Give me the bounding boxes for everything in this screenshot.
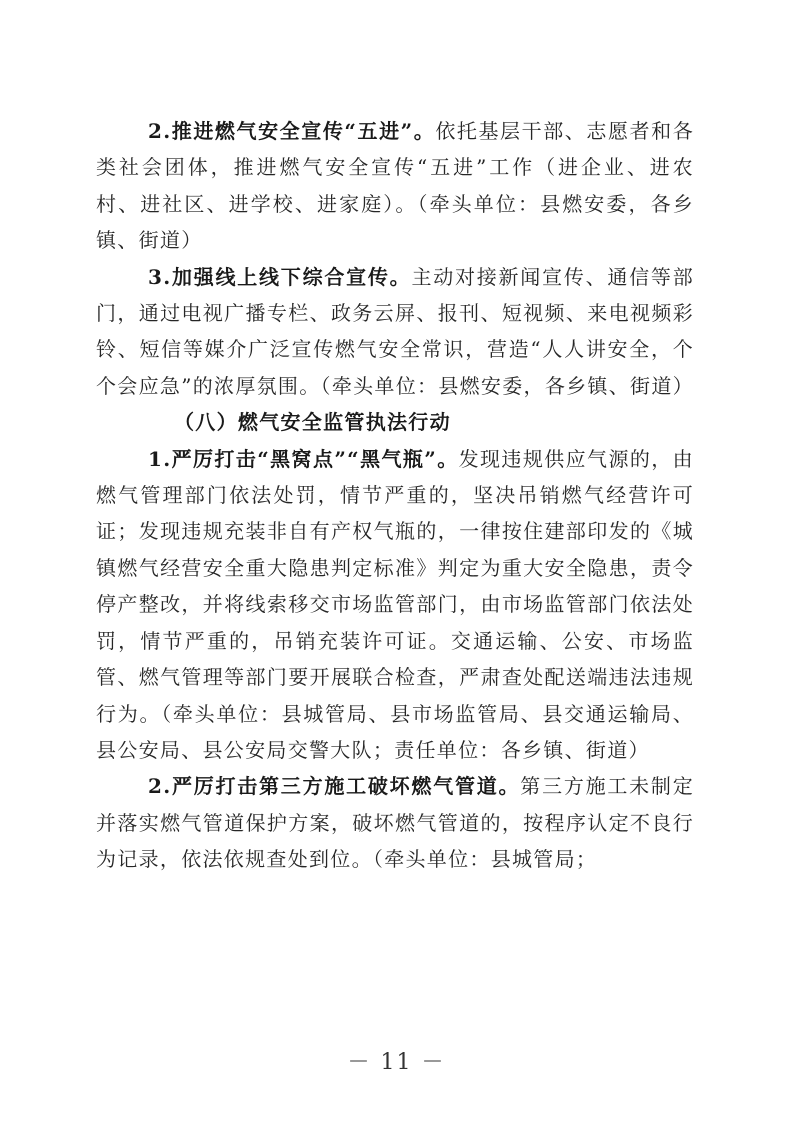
paragraph-lead: 3.加强线上线下综合宣传。 [148,264,412,289]
paragraph-text: 发现违规供应气源的，由燃气管理部门依法处罚，情节严重的，坚决吊销燃气经营许可证；发现违规充装非自有产权气瓶的，一律按住建部印发的《城镇燃气经营安全重大隐患判定标准》判定为重大安全隐患，责令停产整改，并将线索移交市场监管部门，由市场监管部门依法处罚，情节严重的，吊销充装许可证。交通运输、公安、市场监管、燃气管理等部门要开展联合检查，严肃查处配送端违法违规行为。（牵头单位：县城管局、县市场监管局、县交通运输局、县公安局、县公安局交警大队；责任单位：各乡镇、街道） [96,446,694,762]
paragraph-text: 依托基层干部、志愿者和各类社会团体，推进燃气安全宣传“五进”工作（进企业、进农村、进社区、进学校、进家庭）。（牵头单位：县燃安委，各乡镇、街道） [96,119,694,253]
paragraph-black-dens-cylinders [96,441,694,769]
paragraph-lead: 1.严厉打击“黑窝点”“黑气瓶”。 [148,446,459,471]
section-heading: （八）燃气安全监管执法行动 [174,410,451,435]
paragraph-third-party-construction [96,768,694,877]
page-number: － 11 － [347,1050,446,1075]
paragraph-publicity-five-entries [96,113,694,259]
paragraph-online-offline-publicity [96,259,694,405]
paragraph-text: 第三方施工未制定并落实燃气管道保护方案，破坏燃气管道的，按程序认定不良行为记录，依法依规查处到位。（牵头单位：县城管局； [96,774,694,872]
document-body [96,113,694,878]
paragraph-text: 主动对接新闻宣传、通信等部门，通过电视广播专栏、政务云屏、报刊、短视频、来电视频彩铃、短信等媒介广泛宣传燃气安全常识，营造“人人讲安全，个个会应急”的浓厚氛围。（牵头单位：县燃安委，各乡镇、街道） [96,264,694,398]
paragraph-lead: 2.推进燃气安全宣传“五进”。 [148,119,436,143]
paragraph-lead: 2.严厉打击第三方施工破坏燃气管道。 [148,774,521,799]
